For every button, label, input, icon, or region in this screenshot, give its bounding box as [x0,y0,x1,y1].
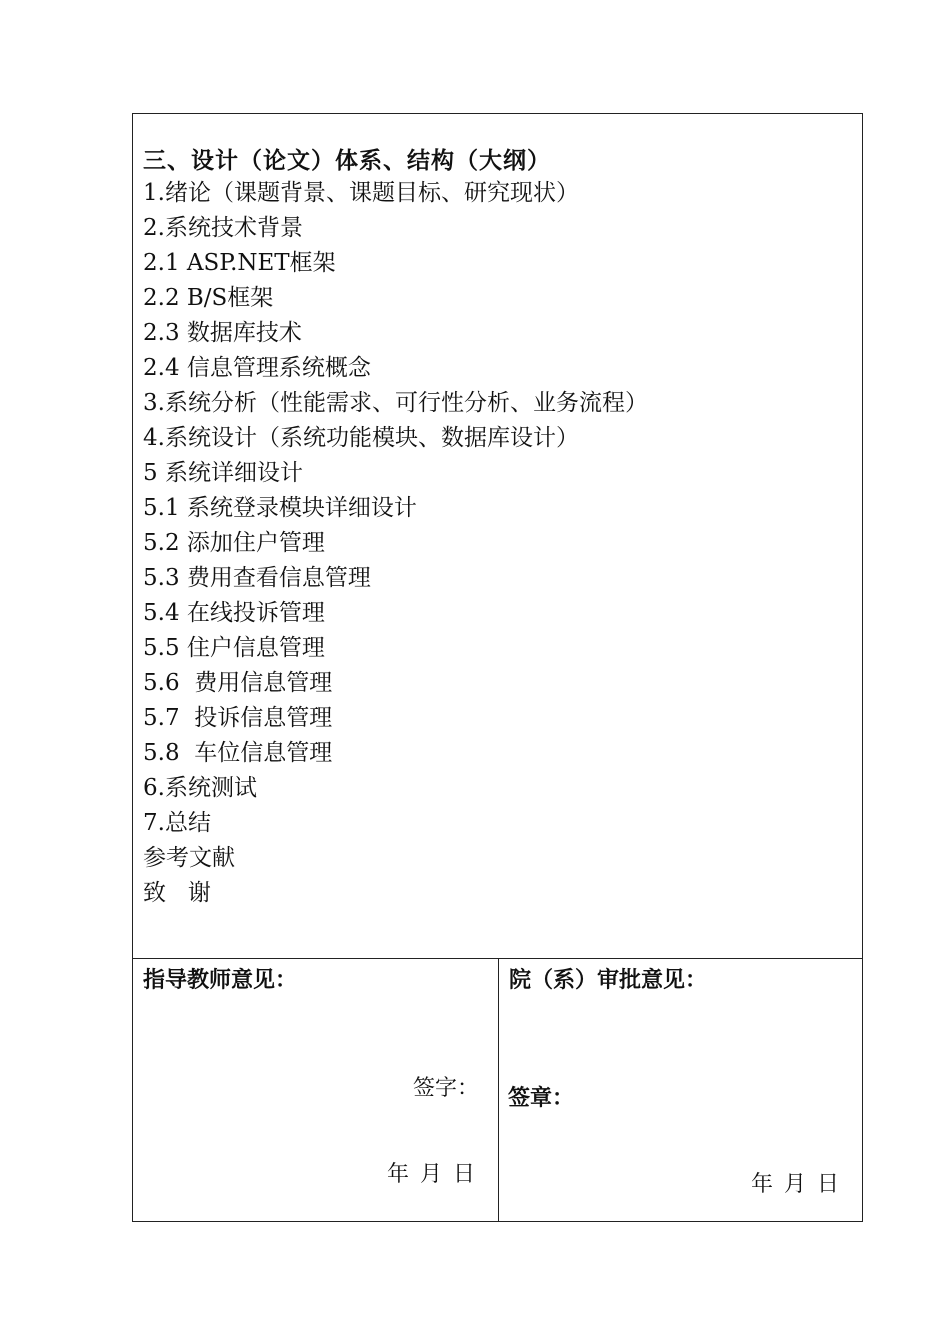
outline-item: 2.2 B/S框架 [143,285,274,311]
advisor-opinion-cell [133,959,499,1221]
outline-item: 致 谢 [143,880,211,906]
outline-item: 3.系统分析（性能需求、可行性分析、业务流程） [143,390,648,416]
outline-item: 2.系统技术背景 [143,215,303,241]
department-date-label: 年 月 日 [751,1172,841,1197]
outline-item: 2.1 ASP.NET框架 [143,250,336,276]
advisor-signature-label: 签字： [413,1076,480,1101]
outline-item: 5.1 系统登录模块详细设计 [143,495,417,521]
outline-item: 5 系统详细设计 [143,460,303,486]
outline-item: 4.系统设计（系统功能模块、数据库设计） [143,425,579,451]
department-approval-cell [499,959,862,1221]
outline-item: 5.2 添加住户管理 [143,530,325,556]
outline-section [133,114,862,959]
outline-item: 1.绪论（课题背景、课题目标、研究现状） [143,180,579,206]
department-approval-title: 院（系）审批意见： [509,967,708,993]
outline-heading: 三、设计（论文）体系、结构（大纲） [143,147,551,174]
outline-item: 参考文献 [143,845,235,871]
outline-item: 5.6 费用信息管理 [143,670,333,696]
advisor-opinion-title: 指导教师意见： [143,967,298,993]
thesis-form-table [132,113,863,1222]
outline-item: 2.4 信息管理系统概念 [143,355,371,381]
outline-item: 5.7 投诉信息管理 [143,705,333,731]
outline-item: 6.系统测试 [143,775,257,801]
outline-item: 5.4 在线投诉管理 [143,600,325,626]
outline-item: 2.3 数据库技术 [143,320,302,346]
advisor-date-label: 年 月 日 [387,1162,477,1187]
outline-item: 7.总结 [143,810,211,836]
outline-item: 5.8 车位信息管理 [143,740,333,766]
outline-item: 5.3 费用查看信息管理 [143,565,371,591]
outline-list [143,176,648,911]
outline-item: 5.5 住户信息管理 [143,635,325,661]
department-seal-label: 签章： [508,1085,575,1111]
